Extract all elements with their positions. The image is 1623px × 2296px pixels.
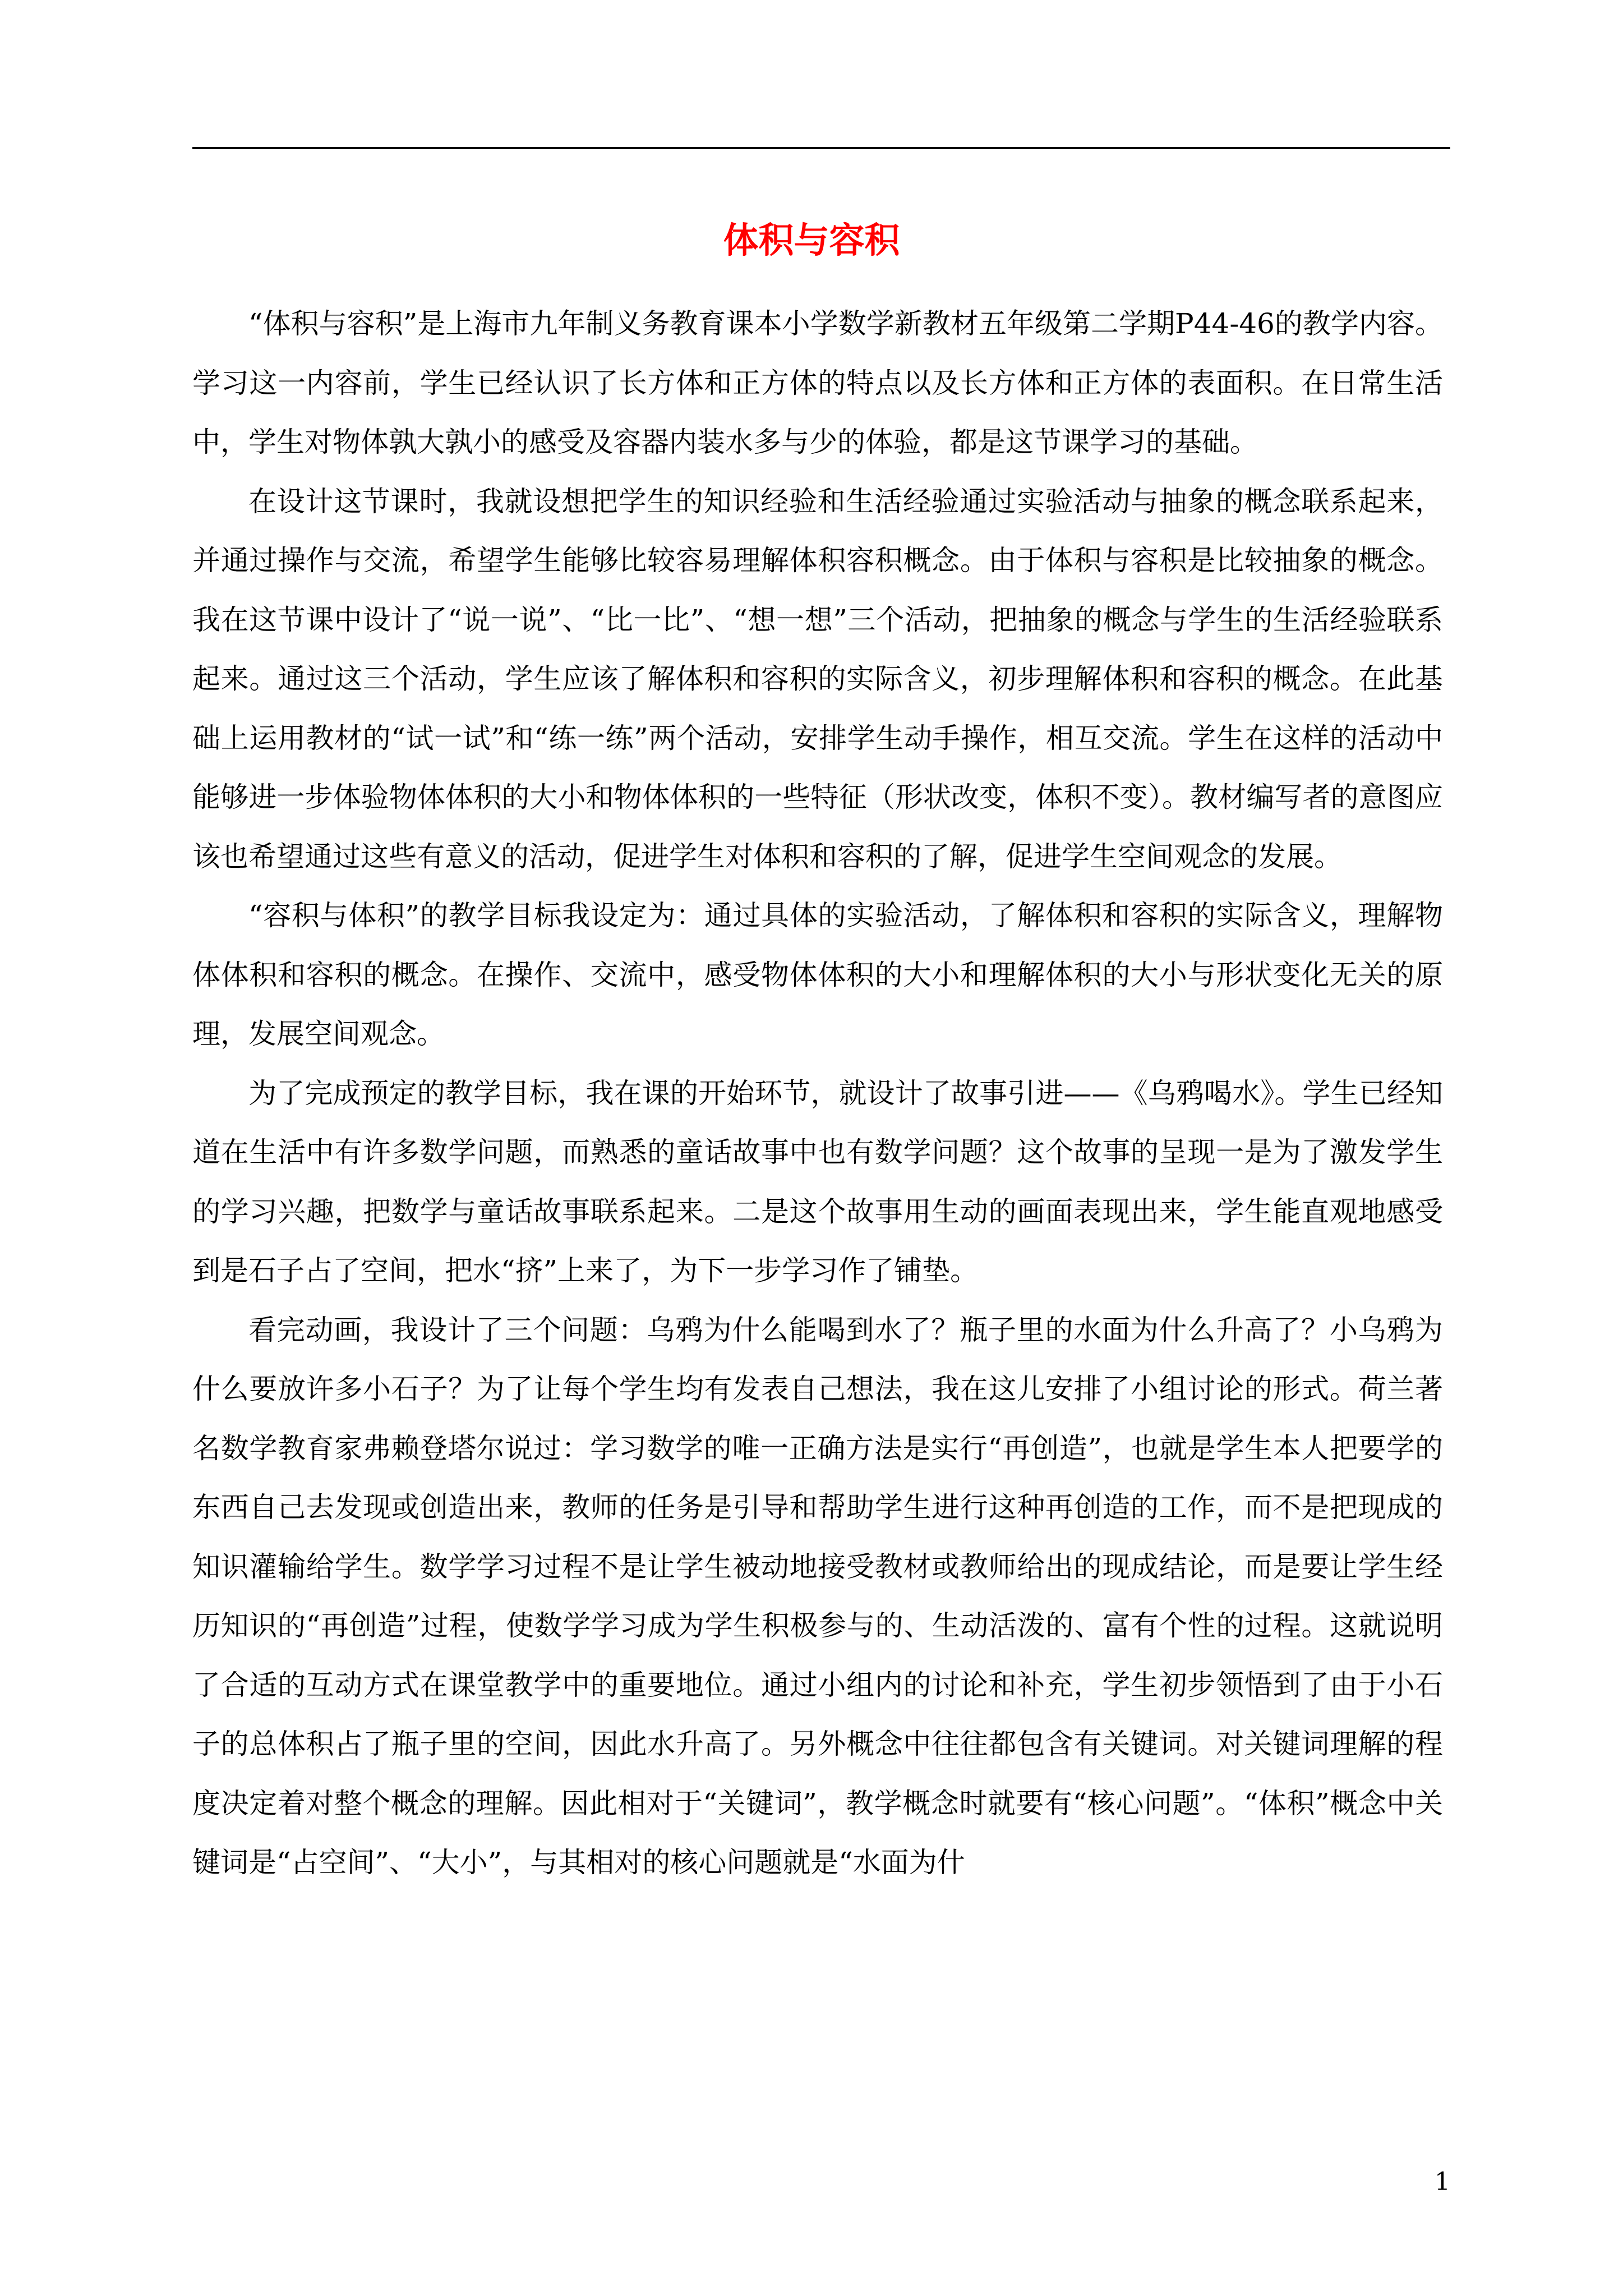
paragraph-objectives: “容积与体积”的教学目标我设定为：通过具体的实验活动，了解体积和容积的实际含义，理解物体体积和容积的概念。在操作、交流中，感受物体体积的大小和理解体积的大小与形状变化无关的原理，发展空间观念。 — [192, 899, 1443, 1050]
document-title: 体积与容积 — [723, 219, 900, 261]
header-rule — [192, 147, 1450, 149]
paragraph-story-intro: 为了完成预定的教学目标，我在课的开始环节，就设计了故事引进——《乌鸦喝水》。学生已经知道在生活中有许多数学问题，而熟悉的童话故事中也有数学问题？这个故事的呈现一是为了激发学生的学习兴趣，把数学与童话故事联系起来。二是这个故事用生动的画面表现出来，学生能直观地感受到是石子占了空间，把水“挤”上来了，为下一步学习作了铺垫。 — [192, 1076, 1443, 1287]
page-number: 1 — [1435, 2168, 1450, 2196]
document-body — [192, 295, 1443, 1893]
paragraph-questions: 看完动画，我设计了三个问题：乌鸦为什么能喝到水了？瓶子里的水面为什么升高了？小乌鸦为什么要放许多小石子？为了让每个学生均有发表自己想法，我在这儿安排了小组讨论的形式。荷兰著名数学教育家弗赖登塔尔说过：学习数学的唯一正确方法是实行“再创造”，也就是学生本人把要学的东西自己去发现或创造出来，教师的任务是引导和帮助学生进行这种再创造的工作，而不是把现成的知识灌输给学生。数学学习过程不是让学生被动地接受教材或教师给出的现成结论，而是要让学生经历知识的“再创造”过程，使数学学习成为学生积极参与的、生动活泼的、富有个性的过程。这就说明了合适的互动方式在课堂教学中的重要地位。通过小组内的讨论和补充，学生初步领悟到了由于小石子的总体积占了瓶子里的空间，因此水升高了。另外概念中往往都包含有关键词。对关键词理解的程度决定着对整个概念的理解。因此相对于“关键词”，教学概念时就要有“核心问题”。“体积”概念中关键词是“占空间”、“大小”，与其相对的核心问题就是“水面为什 — [192, 1313, 1443, 1879]
paragraph-intro: “体积与容积”是上海市九年制义务教育课本小学数学新教材五年级第二学期P44-46的教学内容。学习这一内容前，学生已经认识了长方体和正方体的特点以及长方体和正方体的表面积。在日常生活中，学生对物体孰大孰小的感受及容器内装水多与少的体验，都是这节课学习的基础。 — [192, 307, 1443, 458]
paragraph-design: 在设计这节课时，我就设想把学生的知识经验和生活经验通过实验活动与抽象的概念联系起来，并通过操作与交流，希望学生能够比较容易理解体积容积概念。由于体积与容积是比较抽象的概念。我在这节课中设计了“说一说”、“比一比”、“想一想”三个活动，把抽象的概念与学生的生活经验联系起来。通过这三个活动，学生应该了解体积和容积的实际含义，初步理解体积和容积的概念。在此基础上运用教材的“试一试”和“练一练”两个活动，安排学生动手操作，相互交流。学生在这样的活动中能够进一步体验物体体积的大小和物体体积的一些特征（形状改变，体积不变）。教材编写者的意图应该也希望通过这些有意义的活动，促进学生对体积和容积的了解，促进学生空间观念的发展。 — [192, 485, 1443, 873]
